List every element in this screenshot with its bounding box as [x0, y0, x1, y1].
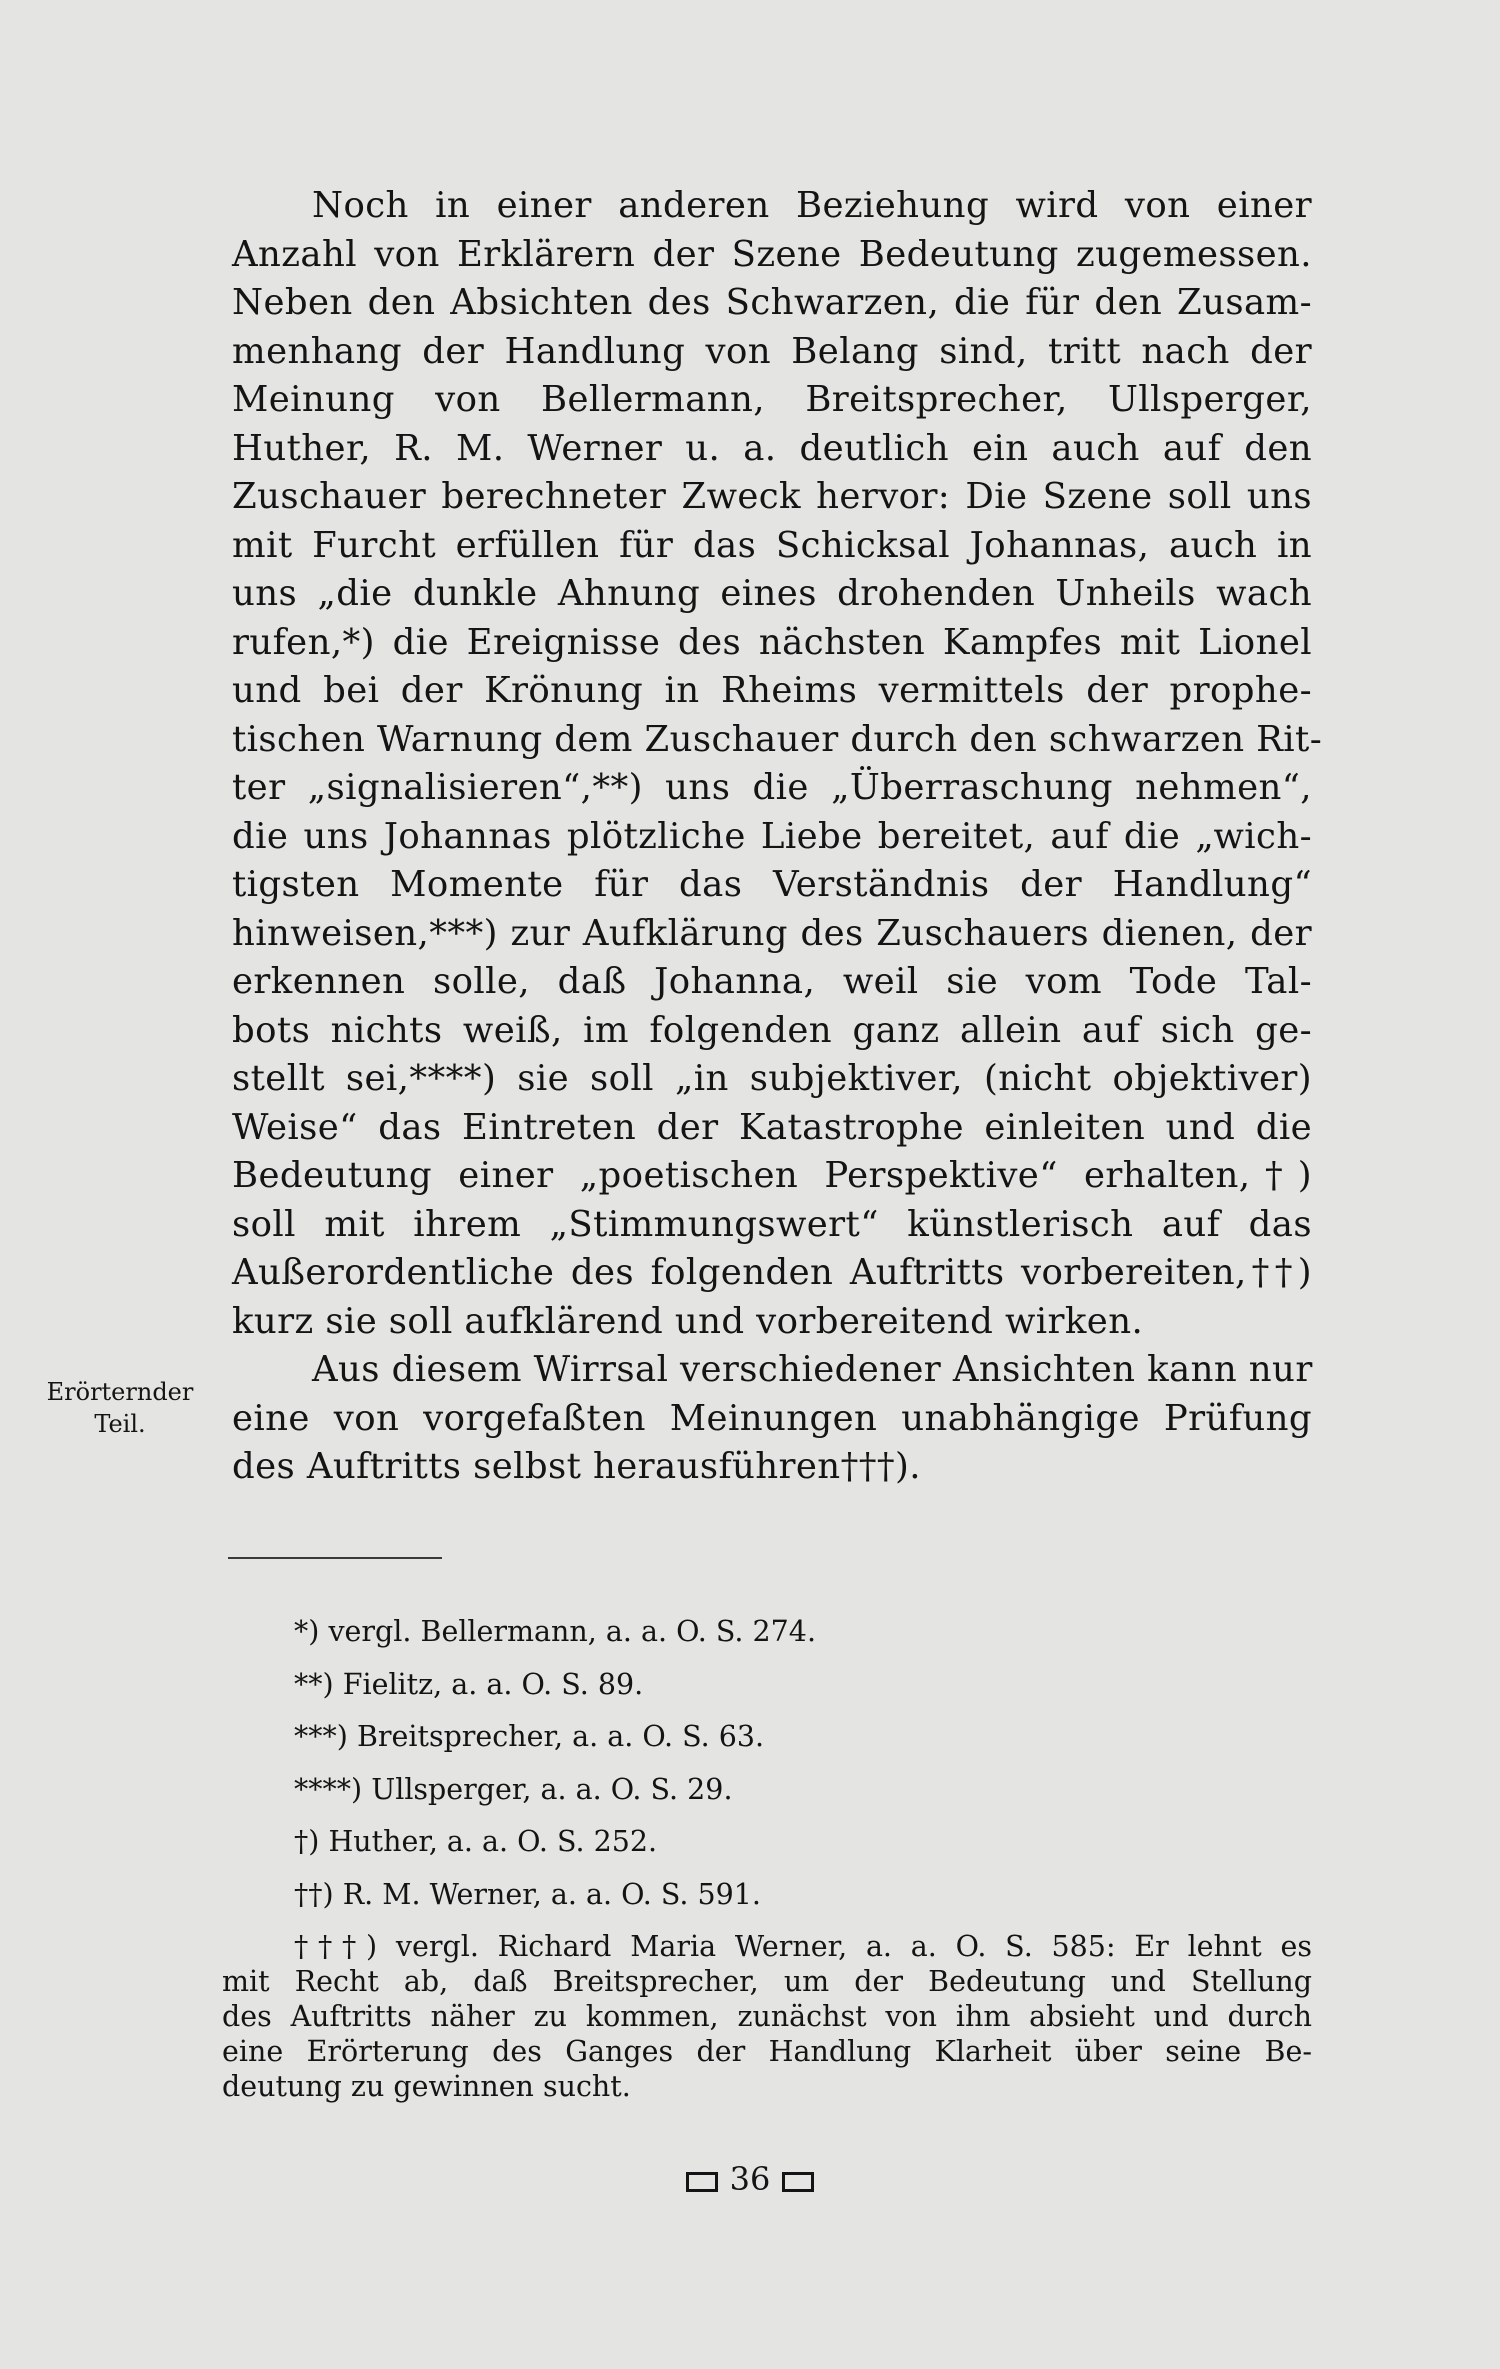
- paragraph-line: stellt sei,****) sie soll „in subjektiver, (nicht objektiver): [232, 1058, 1312, 1099]
- paragraph-line: Weise“ das Eintreten der Katastrophe einleiten und die: [232, 1106, 1312, 1148]
- paragraph-line: des Auftritts selbst herausführen†††).: [232, 1446, 921, 1487]
- paragraph-line: Huther, R. M. Werner u. a. deutlich ein auch auf den: [232, 427, 1312, 469]
- footnote-text: Ullsperger, a. a. O. S. 29.: [371, 1772, 733, 1806]
- footnote-mark: ††): [294, 1877, 334, 1911]
- footnote-mark: ***): [294, 1720, 348, 1753]
- footnote: [222, 1869, 1312, 1922]
- footnote-text: Huther, a. a. O. S. 252.: [328, 1825, 658, 1858]
- footnote-line: deutung zu gewinnen sucht.: [222, 2070, 631, 2103]
- footnote-line: des Auftritts näher zu kommen, zunächst von ihm absieht und durch: [222, 2000, 1312, 2033]
- paragraph-line: erkennen solle, daß Johanna, weil sie vom Tode Tal-: [232, 961, 1312, 1002]
- paragraph-line: Neben den Absichten des Schwarzen, die für den Zusam-: [232, 282, 1312, 323]
- long-footnote: [222, 1929, 1312, 2104]
- footnote: [222, 1764, 1312, 1817]
- footnote: [222, 1659, 1312, 1712]
- paragraph-line: hinweisen,***) zur Aufklärung des Zuschauers dienen, der: [232, 912, 1312, 954]
- paragraph-line: menhang der Handlung von Belang sind, tritt nach der: [232, 330, 1312, 372]
- paragraph-line: Anzahl von Erklärern der Szene Bedeutung zugemessen.: [232, 233, 1312, 275]
- paragraph-line: mit Furcht erfüllen für das Schicksal Johannas, auch in: [232, 524, 1312, 566]
- ornament-box-icon: [782, 2172, 814, 2192]
- paragraph-line: die uns Johannas plötzliche Liebe bereitet, auf die „wich-: [232, 815, 1312, 857]
- footnote-text: R. M. Werner, a. a. O. S. 591.: [342, 1877, 761, 1911]
- paragraph-line: tigsten Momente für das Verständnis der Handlung“: [232, 864, 1312, 905]
- footnote-divider: [228, 1557, 442, 1559]
- footnote-text: Fielitz, a. a. O. S. 89.: [342, 1667, 644, 1701]
- footnote: [222, 1606, 1312, 1659]
- footnote-mark: *): [294, 1615, 320, 1648]
- ornament-box-icon: [686, 2172, 718, 2192]
- paragraph-line: Bedeutung einer „poetischen Perspektive“ erhalten,†): [232, 1155, 1312, 1196]
- footnote-mark: ****): [294, 1772, 363, 1806]
- paragraph-line: ter „signalisieren“,**) uns die „Überraschung nehmen“,: [232, 767, 1312, 808]
- footnote-line: †††) vergl. Richard Maria Werner, a. a. O. S. 585: Er lehnt es: [294, 1930, 1312, 1963]
- main-text: [232, 182, 1323, 1492]
- footnote-line: eine Erörterung des Ganges der Handlung Klarheit über seine Be-: [222, 2035, 1312, 2068]
- footnote-text: Breitsprecher, a. a. O. S. 63.: [356, 1720, 765, 1753]
- paragraph-line: bots nichts weiß, im folgenden ganz allein auf sich ge-: [232, 1009, 1312, 1051]
- paragraph-line: Außerordentliche des folgenden Auftritts vorbereiten,††): [232, 1252, 1312, 1293]
- margin-note-line: Erörternder: [46, 1378, 194, 1406]
- paragraph-line: rufen,*) die Ereignisse des nächsten Kampfes mit Lionel: [232, 621, 1312, 663]
- page-number: [0, 2160, 1500, 2198]
- margin-note: [30, 1376, 210, 1440]
- paragraph-line: uns „die dunkle Ahnung eines drohenden Unheils wach: [232, 573, 1312, 614]
- footnotes: [222, 1606, 1312, 2104]
- footnote-mark: **): [294, 1667, 334, 1701]
- paragraph-line: soll mit ihrem „Stimmungswert“ künstlerisch auf das: [232, 1203, 1312, 1245]
- paragraph-line: eine von vorgefaßten Meinungen unabhängige Prüfung: [232, 1397, 1312, 1439]
- footnote-line: mit Recht ab, daß Breitsprecher, um der Bedeutung und Stellung: [222, 1965, 1312, 1998]
- page-number-text: 36: [729, 2160, 771, 2198]
- paragraph-line: Zuschauer berechneter Zweck hervor: Die Szene soll uns: [232, 476, 1312, 517]
- paragraph-line: Noch in einer anderen Beziehung wird von einer: [312, 185, 1312, 226]
- footnote-mark: †): [294, 1825, 320, 1858]
- footnote: [222, 1711, 1312, 1764]
- footnote-text: vergl. Bellermann, a. a. O. S. 274.: [328, 1615, 816, 1648]
- paragraph-line: kurz sie soll aufklärend und vorbereitend wirken.: [232, 1300, 1144, 1342]
- paragraph-line: tischen Warnung dem Zuschauer durch den schwarzen Rit-: [232, 718, 1323, 760]
- paragraph-line: und bei der Krönung in Rheims vermittels der prophe-: [232, 670, 1312, 711]
- footnote: [222, 1816, 1312, 1869]
- paragraph-line: Meinung von Bellermann, Breitsprecher, Ullsperger,: [232, 379, 1312, 420]
- paragraph-line: Aus diesem Wirrsal verschiedener Ansichten kann nur: [312, 1349, 1313, 1390]
- margin-note-line: Teil.: [94, 1410, 146, 1438]
